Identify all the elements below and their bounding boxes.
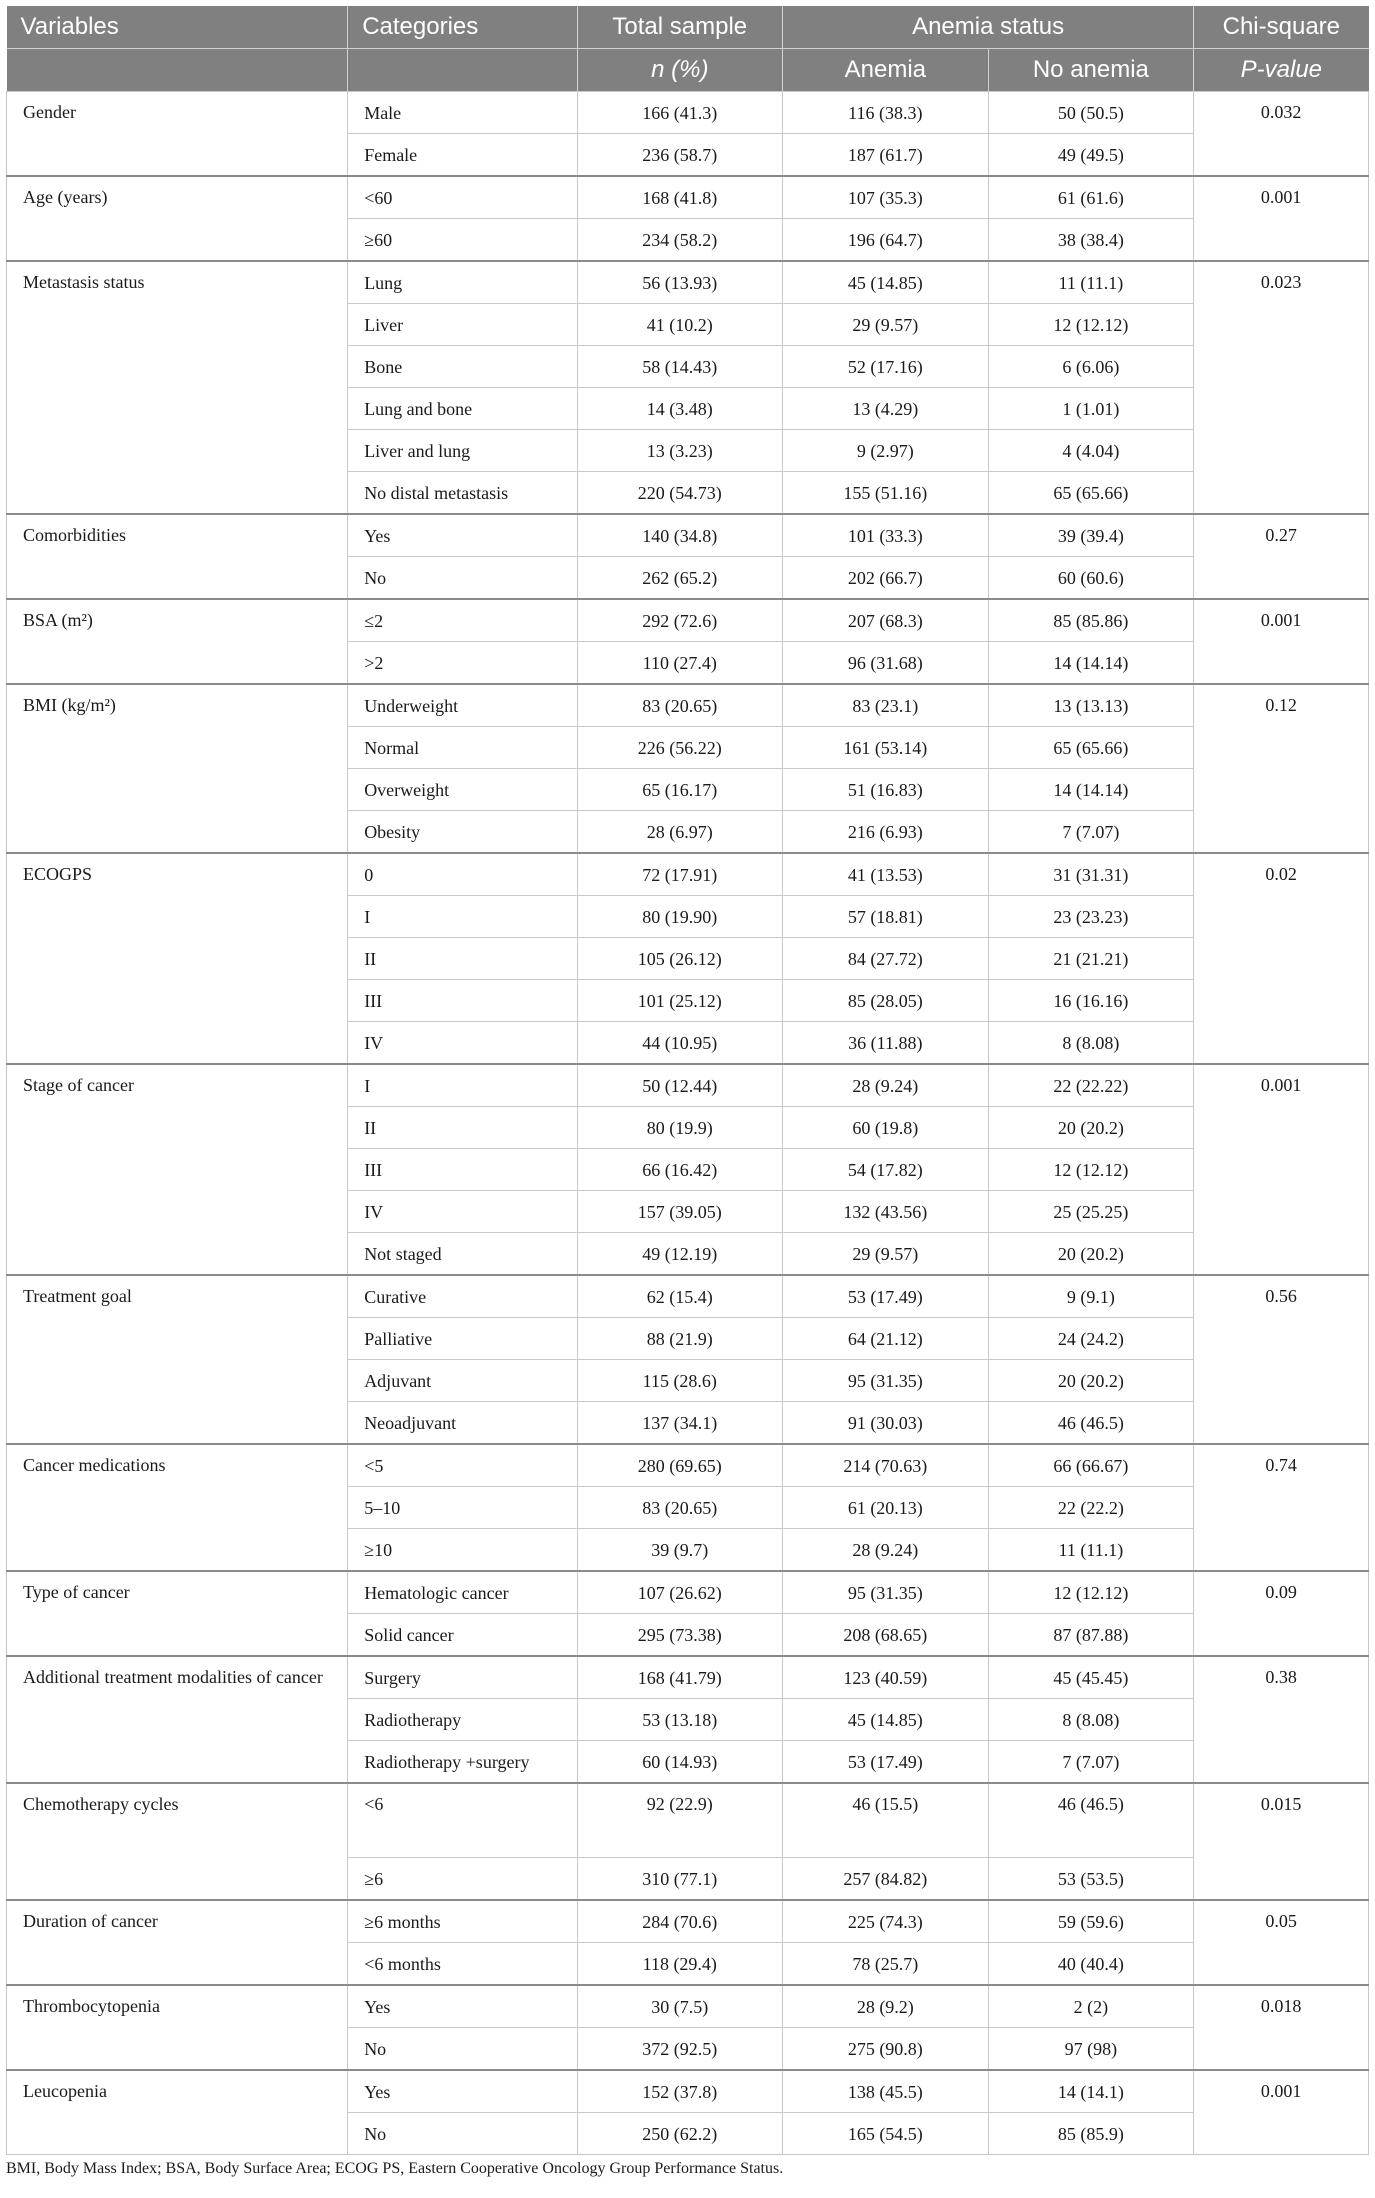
total-sample-cell: 13 (3.23): [577, 430, 783, 472]
variable-cell: Metastasis status: [7, 261, 348, 514]
no-anemia-cell: 2 (2): [988, 1985, 1194, 2028]
total-sample-cell: 157 (39.05): [577, 1191, 783, 1233]
variable-cell: Stage of cancer: [7, 1064, 348, 1275]
p-value-cell: 0.02: [1194, 853, 1369, 1064]
anemia-cell: 116 (38.3): [783, 92, 989, 134]
anemia-cell: 61 (20.13): [783, 1487, 989, 1529]
anemia-cell: 91 (30.03): [783, 1402, 989, 1445]
p-value-cell: 0.015: [1194, 1783, 1369, 1900]
no-anemia-cell: 12 (12.12): [988, 304, 1194, 346]
table-row: [7, 853, 1369, 896]
no-anemia-cell: 20 (20.2): [988, 1107, 1194, 1149]
total-sample-cell: 168 (41.8): [577, 176, 783, 219]
no-anemia-cell: 4 (4.04): [988, 430, 1194, 472]
category-cell: Liver and lung: [348, 430, 577, 472]
header-blank-1: [7, 49, 348, 92]
category-cell: IV: [348, 1022, 577, 1065]
no-anemia-cell: 1 (1.01): [988, 388, 1194, 430]
category-cell: No: [348, 2028, 577, 2071]
no-anemia-cell: 31 (31.31): [988, 853, 1194, 896]
table-row: [7, 1275, 1369, 1318]
category-cell: ≤2: [348, 599, 577, 642]
anemia-cell: 28 (9.2): [783, 1985, 989, 2028]
category-cell: Surgery: [348, 1656, 577, 1699]
no-anemia-cell: 87 (87.88): [988, 1614, 1194, 1657]
no-anemia-cell: 60 (60.6): [988, 557, 1194, 600]
total-sample-cell: 66 (16.42): [577, 1149, 783, 1191]
header-p-value-text: P-value: [1240, 56, 1323, 83]
category-cell: No: [348, 2113, 577, 2155]
header-chi-square: Chi-square: [1194, 6, 1369, 49]
category-cell: Lung: [348, 261, 577, 304]
anemia-cell: 78 (25.7): [783, 1943, 989, 1986]
anemia-cell: 196 (64.7): [783, 219, 989, 262]
category-cell: ≥6: [348, 1858, 577, 1901]
total-sample-cell: 220 (54.73): [577, 472, 783, 515]
anemia-cell: 53 (17.49): [783, 1275, 989, 1318]
category-cell: Underweight: [348, 684, 577, 727]
anemia-status-table: [6, 6, 1369, 2155]
p-value-cell: 0.001: [1194, 599, 1369, 684]
total-sample-cell: 50 (12.44): [577, 1064, 783, 1107]
category-cell: 5–10: [348, 1487, 577, 1529]
category-cell: Neoadjuvant: [348, 1402, 577, 1445]
no-anemia-cell: 22 (22.2): [988, 1487, 1194, 1529]
no-anemia-cell: 14 (14.1): [988, 2070, 1194, 2113]
no-anemia-cell: 12 (12.12): [988, 1571, 1194, 1614]
anemia-cell: 208 (68.65): [783, 1614, 989, 1657]
no-anemia-cell: 8 (8.08): [988, 1699, 1194, 1741]
total-sample-cell: 226 (56.22): [577, 727, 783, 769]
total-sample-cell: 372 (92.5): [577, 2028, 783, 2071]
anemia-cell: 138 (45.5): [783, 2070, 989, 2113]
no-anemia-cell: 23 (23.23): [988, 896, 1194, 938]
no-anemia-cell: 65 (65.66): [988, 727, 1194, 769]
total-sample-cell: 105 (26.12): [577, 938, 783, 980]
p-value-cell: 0.023: [1194, 261, 1369, 514]
category-cell: <6 months: [348, 1943, 577, 1986]
anemia-cell: 95 (31.35): [783, 1360, 989, 1402]
header-n-percent: [577, 49, 783, 92]
variable-cell: BSA (m²): [7, 599, 348, 684]
category-cell: Curative: [348, 1275, 577, 1318]
anemia-cell: 9 (2.97): [783, 430, 989, 472]
table-row: [7, 92, 1369, 134]
table-row: [7, 176, 1369, 219]
header-anemia: Anemia: [783, 49, 989, 92]
total-sample-cell: 14 (3.48): [577, 388, 783, 430]
total-sample-cell: 44 (10.95): [577, 1022, 783, 1065]
anemia-cell: 29 (9.57): [783, 304, 989, 346]
total-sample-cell: 83 (20.65): [577, 1487, 783, 1529]
total-sample-cell: 118 (29.4): [577, 1943, 783, 1986]
variable-cell: Treatment goal: [7, 1275, 348, 1444]
no-anemia-cell: 38 (38.4): [988, 219, 1194, 262]
category-cell: ≥60: [348, 219, 577, 262]
anemia-cell: 52 (17.16): [783, 346, 989, 388]
anemia-cell: 95 (31.35): [783, 1571, 989, 1614]
anemia-cell: 41 (13.53): [783, 853, 989, 896]
p-value-cell: 0.05: [1194, 1900, 1369, 1985]
no-anemia-cell: 7 (7.07): [988, 811, 1194, 854]
anemia-cell: 207 (68.3): [783, 599, 989, 642]
total-sample-cell: 58 (14.43): [577, 346, 783, 388]
category-cell: Overweight: [348, 769, 577, 811]
total-sample-cell: 234 (58.2): [577, 219, 783, 262]
table-row: [7, 1571, 1369, 1614]
table-row: [7, 1900, 1369, 1943]
total-sample-cell: 236 (58.7): [577, 134, 783, 177]
total-sample-cell: 310 (77.1): [577, 1858, 783, 1901]
total-sample-cell: 295 (73.38): [577, 1614, 783, 1657]
category-cell: Bone: [348, 346, 577, 388]
no-anemia-cell: 6 (6.06): [988, 346, 1194, 388]
category-cell: IV: [348, 1191, 577, 1233]
no-anemia-cell: 46 (46.5): [988, 1402, 1194, 1445]
anemia-cell: 214 (70.63): [783, 1444, 989, 1487]
no-anemia-cell: 22 (22.22): [988, 1064, 1194, 1107]
anemia-cell: 225 (74.3): [783, 1900, 989, 1943]
variable-cell: Duration of cancer: [7, 1900, 348, 1985]
header-p-value: [1194, 49, 1369, 92]
table-row: [7, 1783, 1369, 1858]
no-anemia-cell: 11 (11.1): [988, 1529, 1194, 1572]
no-anemia-cell: 97 (98): [988, 2028, 1194, 2071]
header-blank-2: [348, 49, 577, 92]
variable-cell: Age (years): [7, 176, 348, 261]
no-anemia-cell: 25 (25.25): [988, 1191, 1194, 1233]
total-sample-cell: 137 (34.1): [577, 1402, 783, 1445]
p-value-cell: 0.018: [1194, 1985, 1369, 2070]
no-anemia-cell: 7 (7.07): [988, 1741, 1194, 1784]
header-anemia-status: Anemia status: [783, 6, 1194, 49]
total-sample-cell: 62 (15.4): [577, 1275, 783, 1318]
no-anemia-cell: 39 (39.4): [988, 514, 1194, 557]
anemia-cell: 29 (9.57): [783, 1233, 989, 1276]
no-anemia-cell: 20 (20.2): [988, 1360, 1194, 1402]
total-sample-cell: 39 (9.7): [577, 1529, 783, 1572]
variable-cell: Leucopenia: [7, 2070, 348, 2155]
no-anemia-cell: 61 (61.6): [988, 176, 1194, 219]
category-cell: II: [348, 1107, 577, 1149]
no-anemia-cell: 11 (11.1): [988, 261, 1194, 304]
header-row-1: [7, 6, 1369, 49]
no-anemia-cell: 85 (85.9): [988, 2113, 1194, 2155]
table-row: [7, 1656, 1369, 1699]
table-row: [7, 514, 1369, 557]
category-cell: 0: [348, 853, 577, 896]
header-total-sample: Total sample: [577, 6, 783, 49]
header-categories: Categories: [348, 6, 577, 49]
p-value-cell: 0.001: [1194, 1064, 1369, 1275]
no-anemia-cell: 85 (85.86): [988, 599, 1194, 642]
no-anemia-cell: 21 (21.21): [988, 938, 1194, 980]
p-value-cell: 0.032: [1194, 92, 1369, 177]
variable-cell: Cancer medications: [7, 1444, 348, 1571]
anemia-cell: 96 (31.68): [783, 642, 989, 685]
no-anemia-cell: 24 (24.2): [988, 1318, 1194, 1360]
anemia-cell: 13 (4.29): [783, 388, 989, 430]
no-anemia-cell: 14 (14.14): [988, 769, 1194, 811]
anemia-cell: 84 (27.72): [783, 938, 989, 980]
total-sample-cell: 166 (41.3): [577, 92, 783, 134]
category-cell: <5: [348, 1444, 577, 1487]
total-sample-cell: 168 (41.79): [577, 1656, 783, 1699]
anemia-cell: 107 (35.3): [783, 176, 989, 219]
anemia-cell: 36 (11.88): [783, 1022, 989, 1065]
category-cell: Radiotherapy: [348, 1699, 577, 1741]
total-sample-cell: 284 (70.6): [577, 1900, 783, 1943]
total-sample-cell: 250 (62.2): [577, 2113, 783, 2155]
category-cell: ≥10: [348, 1529, 577, 1572]
table-row: [7, 1444, 1369, 1487]
header-variables: Variables: [7, 6, 348, 49]
total-sample-cell: 65 (16.17): [577, 769, 783, 811]
category-cell: No: [348, 557, 577, 600]
category-cell: No distal metastasis: [348, 472, 577, 515]
table-container: [6, 6, 1369, 2155]
total-sample-cell: 280 (69.65): [577, 1444, 783, 1487]
category-cell: III: [348, 980, 577, 1022]
variable-cell: Additional treatment modalities of cancer: [7, 1656, 348, 1783]
total-sample-cell: 30 (7.5): [577, 1985, 783, 2028]
p-value-cell: 0.56: [1194, 1275, 1369, 1444]
anemia-cell: 83 (23.1): [783, 684, 989, 727]
no-anemia-cell: 14 (14.14): [988, 642, 1194, 685]
category-cell: Radiotherapy +surgery: [348, 1741, 577, 1784]
p-value-cell: 0.74: [1194, 1444, 1369, 1571]
no-anemia-cell: 59 (59.6): [988, 1900, 1194, 1943]
anemia-cell: 60 (19.8): [783, 1107, 989, 1149]
total-sample-cell: 80 (19.9): [577, 1107, 783, 1149]
total-sample-cell: 262 (65.2): [577, 557, 783, 600]
anemia-cell: 202 (66.7): [783, 557, 989, 600]
total-sample-cell: 28 (6.97): [577, 811, 783, 854]
no-anemia-cell: 46 (46.5): [988, 1783, 1194, 1858]
anemia-cell: 57 (18.81): [783, 896, 989, 938]
anemia-cell: 53 (17.49): [783, 1741, 989, 1784]
total-sample-cell: 80 (19.90): [577, 896, 783, 938]
anemia-cell: 275 (90.8): [783, 2028, 989, 2071]
table-row: [7, 2070, 1369, 2113]
table-row: [7, 684, 1369, 727]
category-cell: I: [348, 896, 577, 938]
category-cell: III: [348, 1149, 577, 1191]
total-sample-cell: 101 (25.12): [577, 980, 783, 1022]
no-anemia-cell: 65 (65.66): [988, 472, 1194, 515]
anemia-cell: 155 (51.16): [783, 472, 989, 515]
category-cell: Obesity: [348, 811, 577, 854]
anemia-cell: 45 (14.85): [783, 261, 989, 304]
variable-cell: Gender: [7, 92, 348, 177]
total-sample-cell: 41 (10.2): [577, 304, 783, 346]
anemia-cell: 46 (15.5): [783, 1783, 989, 1858]
category-cell: Palliative: [348, 1318, 577, 1360]
category-cell: Male: [348, 92, 577, 134]
total-sample-cell: 140 (34.8): [577, 514, 783, 557]
p-value-cell: 0.001: [1194, 2070, 1369, 2155]
no-anemia-cell: 13 (13.13): [988, 684, 1194, 727]
total-sample-cell: 56 (13.93): [577, 261, 783, 304]
total-sample-cell: 60 (14.93): [577, 1741, 783, 1784]
variable-cell: Type of cancer: [7, 1571, 348, 1656]
no-anemia-cell: 53 (53.5): [988, 1858, 1194, 1901]
anemia-cell: 54 (17.82): [783, 1149, 989, 1191]
category-cell: <6: [348, 1783, 577, 1858]
total-sample-cell: 110 (27.4): [577, 642, 783, 685]
p-value-cell: 0.27: [1194, 514, 1369, 599]
anemia-cell: 64 (21.12): [783, 1318, 989, 1360]
variable-cell: ECOGPS: [7, 853, 348, 1064]
no-anemia-cell: 16 (16.16): [988, 980, 1194, 1022]
header-row-2: [7, 49, 1369, 92]
table-row: [7, 1985, 1369, 2028]
anemia-cell: 28 (9.24): [783, 1529, 989, 1572]
no-anemia-cell: 8 (8.08): [988, 1022, 1194, 1065]
total-sample-cell: 49 (12.19): [577, 1233, 783, 1276]
p-value-cell: 0.12: [1194, 684, 1369, 853]
total-sample-cell: 152 (37.8): [577, 2070, 783, 2113]
total-sample-cell: 72 (17.91): [577, 853, 783, 896]
total-sample-cell: 53 (13.18): [577, 1699, 783, 1741]
total-sample-cell: 92 (22.9): [577, 1783, 783, 1858]
category-cell: >2: [348, 642, 577, 685]
no-anemia-cell: 12 (12.12): [988, 1149, 1194, 1191]
table-row: [7, 261, 1369, 304]
anemia-cell: 51 (16.83): [783, 769, 989, 811]
table-body: [7, 92, 1369, 2155]
category-cell: Solid cancer: [348, 1614, 577, 1657]
anemia-cell: 101 (33.3): [783, 514, 989, 557]
no-anemia-cell: 50 (50.5): [988, 92, 1194, 134]
total-sample-cell: 292 (72.6): [577, 599, 783, 642]
no-anemia-cell: 49 (49.5): [988, 134, 1194, 177]
variable-cell: Thrombocytopenia: [7, 1985, 348, 2070]
total-sample-cell: 83 (20.65): [577, 684, 783, 727]
category-cell: Not staged: [348, 1233, 577, 1276]
anemia-cell: 187 (61.7): [783, 134, 989, 177]
anemia-cell: 123 (40.59): [783, 1656, 989, 1699]
anemia-cell: 28 (9.24): [783, 1064, 989, 1107]
p-value-cell: 0.38: [1194, 1656, 1369, 1783]
total-sample-cell: 115 (28.6): [577, 1360, 783, 1402]
p-value-cell: 0.001: [1194, 176, 1369, 261]
anemia-cell: 257 (84.82): [783, 1858, 989, 1901]
variable-cell: Chemotherapy cycles: [7, 1783, 348, 1900]
anemia-cell: 216 (6.93): [783, 811, 989, 854]
category-cell: II: [348, 938, 577, 980]
total-sample-cell: 107 (26.62): [577, 1571, 783, 1614]
header-n-percent-text: n (%): [651, 56, 709, 83]
category-cell: <60: [348, 176, 577, 219]
category-cell: Hematologic cancer: [348, 1571, 577, 1614]
header-no-anemia: No anemia: [988, 49, 1194, 92]
category-cell: Normal: [348, 727, 577, 769]
anemia-cell: 85 (28.05): [783, 980, 989, 1022]
no-anemia-cell: 66 (66.67): [988, 1444, 1194, 1487]
anemia-cell: 45 (14.85): [783, 1699, 989, 1741]
table-row: [7, 599, 1369, 642]
category-cell: Yes: [348, 2070, 577, 2113]
category-cell: Yes: [348, 1985, 577, 2028]
table-footnote: BMI, Body Mass Index; BSA, Body Surface Area; ECOG PS, Eastern Cooperative Oncology Group Performance Status.: [6, 2160, 784, 2177]
p-value-cell: 0.09: [1194, 1571, 1369, 1656]
total-sample-cell: 88 (21.9): [577, 1318, 783, 1360]
category-cell: Yes: [348, 514, 577, 557]
table-row: [7, 1064, 1369, 1107]
variable-cell: BMI (kg/m²): [7, 684, 348, 853]
no-anemia-cell: 40 (40.4): [988, 1943, 1194, 1986]
category-cell: Liver: [348, 304, 577, 346]
category-cell: ≥6 months: [348, 1900, 577, 1943]
anemia-cell: 165 (54.5): [783, 2113, 989, 2155]
no-anemia-cell: 20 (20.2): [988, 1233, 1194, 1276]
category-cell: I: [348, 1064, 577, 1107]
category-cell: Lung and bone: [348, 388, 577, 430]
anemia-cell: 161 (53.14): [783, 727, 989, 769]
category-cell: Female: [348, 134, 577, 177]
anemia-cell: 132 (43.56): [783, 1191, 989, 1233]
category-cell: Adjuvant: [348, 1360, 577, 1402]
no-anemia-cell: 45 (45.45): [988, 1656, 1194, 1699]
variable-cell: Comorbidities: [7, 514, 348, 599]
no-anemia-cell: 9 (9.1): [988, 1275, 1194, 1318]
